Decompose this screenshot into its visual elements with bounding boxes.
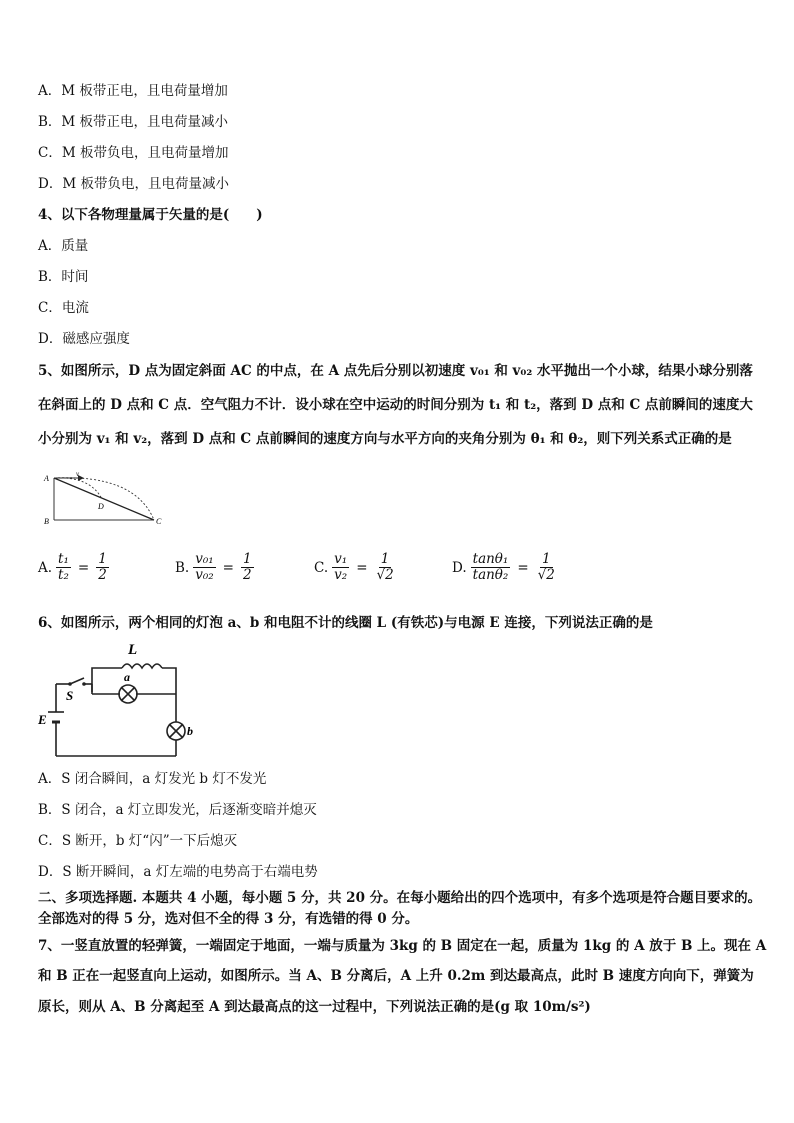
q6-option-a: A．S 闭合瞬间，a 灯发光 b 灯不发光 (38, 771, 267, 787)
q7-stem-line3: 原长，则从 A、B 分离起至 A 到达最高点的这一过程中，下列说法正确的是(g 取 10m/s²) (38, 999, 591, 1015)
q5-option-b: B. $\frac{\text{v₀₁}}{\text{v₀₂}}$ = $\frac{1}{2}$ (175, 551, 252, 583)
incline-diagram (40, 470, 170, 530)
option-letter: B. (175, 559, 190, 576)
q5-option-a: A. $\frac{\text{t₁}}{\text{t₂}}$ = $\frac{1}{2}$ (38, 551, 107, 583)
label-switch: S (66, 688, 74, 703)
q7-stem-line1: 7、一竖直放置的轻弹簧，一端固定于地面，一端与质量为 3kg 的 B 固定在一起，质量为 1kg 的 A 放于 B 上。现在 A (38, 938, 767, 954)
label-b: B (44, 517, 49, 526)
circuit-diagram (36, 636, 196, 764)
q5-option-c: C. $\frac{\text{v₁}}{\text{v₂}}$ = $\frac{1}{√2}$ (314, 551, 394, 583)
label-a: A (44, 474, 49, 483)
q7-stem-line2: 和 B 正在一起竖直向上运动，如图所示。当 A、B 分离后，A 上升 0.2m 到达最高点，此时 B 速度方向向下，弹簧为 (38, 968, 754, 984)
q5-stem-line1: 5、如图所示，D 点为固定斜面 AC 的中点，在 A 点先后分别以初速度 v₀₁ 和 v₀₂ 水平抛出一个小球，结果小球分别落 (38, 363, 753, 379)
q4-option-d: D．磁感应强度 (38, 331, 130, 347)
q4-option-c: C．电流 (38, 300, 89, 316)
q3-option-d: D．M 板带负电，且电荷量减小 (38, 176, 229, 192)
label-lamp-b: b (187, 724, 193, 738)
label-c: C (156, 517, 162, 526)
q4-option-b: B．时间 (38, 269, 89, 285)
section2-heading-line2: 全部选对的得 5 分，选对但不全的得 3 分，有选错的得 0 分。 (38, 911, 419, 927)
q5-stem-line2: 在斜面上的 D 点和 C 点．空气阻力不计．设小球在空中运动的时间分别为 t₁ 和 t₂，落到 D 点和 C 点前瞬间的速度大 (38, 397, 753, 413)
q6-stem: 6、如图所示，两个相同的灯泡 a、b 和电阻不计的线圈 L (有铁芯)与电源 E 连接，下列说法正确的是 (38, 615, 653, 631)
option-letter: A. (38, 559, 53, 576)
q6-option-c: C．S 断开，b 灯“闪”一下后熄灭 (38, 833, 238, 849)
q4-option-a: A．质量 (38, 238, 89, 254)
q5-stem-line3: 小分别为 v₁ 和 v₂，落到 D 点和 C 点前瞬间的速度方向与水平方向的夹角分别为 θ₁ 和 θ₂，则下列关系式正确的是 (38, 431, 732, 447)
q6-option-d: D．S 断开瞬间，a 灯左端的电势高于右端电势 (38, 864, 318, 880)
q6-option-b: B．S 闭合，a 灯立即发光，后逐渐变暗并熄灭 (38, 802, 317, 818)
label-v: v (76, 470, 80, 478)
option-letter: C. (314, 559, 329, 576)
q3-option-c: C．M 板带负电，且电荷量增加 (38, 145, 229, 161)
q4-stem: 4、以下各物理量属于矢量的是( ) (38, 207, 263, 223)
label-inductor: L (128, 642, 138, 658)
label-d: D (98, 502, 104, 511)
q3-option-b: B．M 板带正电，且电荷量减小 (38, 114, 229, 130)
option-letter: D. (452, 559, 467, 576)
q5-option-d: D. $\frac{\text{tanθ₁}}{\text{tanθ₂}}$ = $\frac{1}{√2}$ (452, 551, 555, 583)
section2-heading-line1: 二、多项选择题. 本题共 4 小题，每小题 5 分，共 20 分。在每小题给出的四个选项中，有多个选项是符合题目要求的。 (38, 890, 762, 906)
label-source: E (38, 712, 47, 727)
q3-option-a: A．M 板带正电，且电荷量增加 (38, 83, 228, 99)
label-lamp-a: a (124, 670, 130, 684)
